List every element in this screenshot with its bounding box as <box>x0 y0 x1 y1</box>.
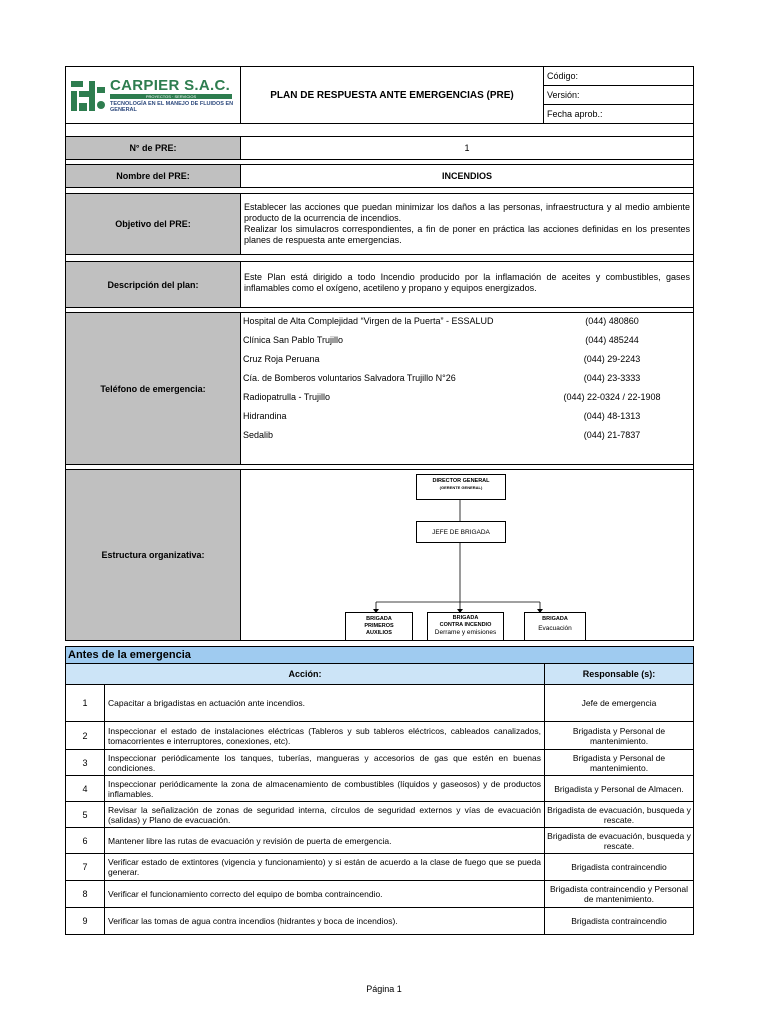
table-row-number <box>65 721 105 750</box>
row-accion-text: Inspeccionar periódicamente los tanques, tuberías, mangueras y accesorios de gas que estén en buenas condiciones. <box>108 752 541 773</box>
row-responsable-text: Brigadista de evacuación, busqueda y rescate. <box>547 830 691 851</box>
row-responsable-text: Brigadista contraincendio <box>571 862 667 872</box>
page-title-cell <box>240 66 544 124</box>
version-cell <box>543 85 694 105</box>
descripcion-text: Este Plan está dirigido a todo Incendio producido por la inflamación de aceites y combustibles, gases inflamables como el oxígeno, acetileno y propano y equipos energizados. <box>244 272 690 293</box>
table-row-number <box>65 749 105 776</box>
col-accion-label: Acción: <box>288 669 322 679</box>
telefono-name: Cía. de Bomberos voluntarios Salvadora Trujillo N°26 <box>243 373 456 383</box>
company-name: CARPIER S.A.C. <box>110 77 231 94</box>
page-title: PLAN DE RESPUESTA ANTE EMERGENCIAS (PRE) <box>270 89 514 101</box>
row-responsable-text: Brigadista contraincendio y Personal de mantenimiento. <box>550 884 688 904</box>
spacer-row <box>65 123 694 137</box>
num-pre-value: 1 <box>464 143 470 153</box>
table-row-number <box>65 853 105 881</box>
page-number: Página 1 <box>366 984 402 994</box>
telefono-row <box>243 354 677 366</box>
telefono-name: Radiopatrulla - Trujillo <box>243 392 331 402</box>
row-responsable-text: Brigadista y Personal de Almacen. <box>554 783 684 794</box>
row-responsable-text: Brigadista y Personal de mantenimiento. <box>572 752 666 773</box>
telefono-row <box>243 430 677 442</box>
row-number: 8 <box>82 889 88 899</box>
org-brigada-sub: PRIMEROS AUXILIOS <box>364 623 394 636</box>
nombre-value: INCENDIOS <box>441 171 492 181</box>
table-row-accion <box>104 749 545 776</box>
telefono-name: Sedalib <box>243 430 274 440</box>
org-director-title: DIRECTOR GENERAL <box>432 478 490 484</box>
num-pre-value-cell <box>240 136 694 160</box>
telefono-name: Hidrandina <box>243 411 287 421</box>
table-row-responsable <box>544 721 694 750</box>
org-director-sub: (GERENTE GENERAL) <box>439 485 483 490</box>
table-row-responsable <box>544 827 694 854</box>
org-brigada-evacuacion-box <box>524 612 586 641</box>
estructura-label-cell <box>65 469 241 641</box>
row-number: 3 <box>82 757 88 768</box>
telefono-name: Hospital de Alta Complejidad “Virgen de la Puerta” - ESSALUD <box>243 316 494 326</box>
col-accion-header <box>65 663 545 685</box>
telefono-number: (044) 23-3333 <box>583 373 641 383</box>
objetivo-label-cell <box>65 193 241 255</box>
table-row-number <box>65 801 105 828</box>
table-row-responsable <box>544 801 694 828</box>
telefono-number: (044) 22-0324 / 22-1908 <box>563 392 661 402</box>
table-row-responsable <box>544 853 694 881</box>
table-row-number <box>65 827 105 854</box>
row-accion-text: Inspeccionar periódicamente la zona de almacenamiento de combustibles (líquidos y gaseosos) y de productos inflamables. <box>108 778 541 799</box>
header-logo-cell <box>65 66 241 124</box>
table-row-number <box>65 907 105 935</box>
row-accion-text: Inspeccionar el estado de instalaciones eléctricas (Tableros y sub tableros eléctricos, cableados canalizados, tomacorrientes e interruptores, conexiones, etc). <box>108 725 541 746</box>
row-accion-text: Mantener libre las rutas de evacuación y revisión de puerta de emergencia. <box>108 835 392 846</box>
version-label: Versión: <box>547 90 580 100</box>
table-row-responsable <box>544 880 694 908</box>
table-row-responsable <box>544 749 694 776</box>
row-number: 5 <box>82 809 88 820</box>
table-row-accion <box>104 880 545 908</box>
num-pre-label: N° de PRE: <box>129 143 177 153</box>
org-brigada-title: BRIGADA <box>452 615 479 621</box>
descripcion-label-cell <box>65 261 241 308</box>
table-row-responsable <box>544 907 694 935</box>
org-brigada-primeros-box <box>345 612 413 641</box>
org-brigada-title: BRIGADA <box>542 616 568 622</box>
table-row-number <box>65 684 105 722</box>
row-responsable-text: Brigadista de evacuación, busqueda y rescate. <box>547 804 691 825</box>
row-responsable-text: Brigadista contraincendio <box>571 916 667 926</box>
row-number: 6 <box>82 835 88 846</box>
nombre-value-cell <box>240 164 694 188</box>
table-row-responsable <box>544 775 694 802</box>
antes-section-title: Antes de la emergencia <box>68 649 191 661</box>
telefono-row <box>243 411 677 423</box>
org-jefe-title: JEFE DE BRIGADA <box>432 528 490 536</box>
row-responsable-text: Brigadista y Personal de mantenimiento. <box>572 725 666 746</box>
telefono-name: Clínica San Pablo Trujillo <box>243 335 344 345</box>
row-accion-text: Verificar estado de extintores (vigencia y funcionamiento) y si están de acuerdo a la clase de fuego que se pueda generar. <box>108 857 541 877</box>
org-brigada-extra: Derrame y emisiones <box>434 629 497 636</box>
nombre-label: Nombre del PRE: <box>116 171 190 181</box>
descripcion-label: Descripción del plan: <box>107 279 199 290</box>
telefono-number: (044) 29-2243 <box>583 354 641 364</box>
org-brigada-title: BRIGADA <box>366 616 392 622</box>
telefono-label-cell <box>65 312 241 465</box>
telefono-row <box>243 373 677 385</box>
num-pre-label-cell <box>65 136 241 160</box>
col-responsable-label: Responsable (s): <box>582 669 656 679</box>
telefono-number: (044) 48-1313 <box>583 411 641 421</box>
telefono-number: (044) 480860 <box>585 316 639 326</box>
row-accion-text: Verificar las tomas de agua contra incendios (hidrantes y boca de incendios). <box>108 916 398 926</box>
table-row-accion <box>104 907 545 935</box>
objetivo-text-1: Establecer las acciones que puedan minimizar los daños a las personas, infraestructura y al medio ambiente producto de la ocurrencia de incendios. <box>244 202 690 223</box>
row-number: 1 <box>82 698 88 708</box>
telefono-row <box>243 392 677 404</box>
fecha-label: Fecha aprob.: <box>547 109 603 119</box>
descripcion-value-cell <box>240 261 694 308</box>
col-responsable-header <box>544 663 694 685</box>
nombre-label-cell <box>65 164 241 188</box>
estructura-label: Estructura organizativa: <box>101 550 205 560</box>
objetivo-value-cell <box>240 193 694 255</box>
objetivo-text-2: Realizar los simulacros correspondientes, a fin de poner en práctica las acciones definidas en los presentes planes de respuesta ante emergencias. <box>244 224 690 245</box>
table-row-accion <box>104 827 545 854</box>
company-tagline: TECNOLOGÍA EN EL MANEJO DE FLUIDOS EN GENERAL <box>110 101 234 113</box>
telefono-row <box>243 335 677 347</box>
row-accion-text: Verificar el funcionamiento correcto del equipo de bomba contraincendio. <box>108 889 383 899</box>
table-row-accion <box>104 801 545 828</box>
row-number: 7 <box>82 862 88 872</box>
org-director-box <box>416 474 506 500</box>
telefono-number: (044) 485244 <box>585 335 639 345</box>
row-number: 2 <box>82 730 88 741</box>
table-row-number <box>65 775 105 802</box>
table-row-accion <box>104 684 545 722</box>
table-row-responsable <box>544 684 694 722</box>
row-accion-text: Revisar la señalización de zonas de seguridad interna, círculos de seguridad externos y vías de evacuación (salidas) y Plano de evacuación. <box>108 804 541 825</box>
table-row-accion <box>104 721 545 750</box>
row-accion-text: Capacitar a brigadistas en actuación ante incendios. <box>108 698 306 708</box>
fecha-cell <box>543 104 694 124</box>
telefono-number: (044) 21-7837 <box>583 430 641 440</box>
org-jefe-box <box>416 521 506 543</box>
codigo-cell <box>543 66 694 86</box>
table-row-accion <box>104 853 545 881</box>
row-number: 9 <box>82 916 88 926</box>
telefono-label: Teléfono de emergencia: <box>100 383 206 394</box>
table-row-number <box>65 880 105 908</box>
company-logo-icon <box>69 77 107 115</box>
antes-section-header <box>65 646 694 664</box>
objetivo-label: Objetivo del PRE: <box>115 219 191 229</box>
row-number: 4 <box>82 783 88 794</box>
org-brigada-contraincendio-box <box>427 612 504 641</box>
row-responsable-text: Jefe de emergencia <box>581 698 657 708</box>
table-row-accion <box>104 775 545 802</box>
org-brigada-extra: Evacuación <box>538 625 572 632</box>
org-brigada-sub: CONTRA INCENDIO <box>439 622 492 628</box>
telefono-name: Cruz Roja Peruana <box>243 354 320 364</box>
codigo-label: Código: <box>547 71 579 81</box>
telefono-row <box>243 316 677 328</box>
company-subtitle: PROYECTOS · SERVICIOS <box>110 94 232 99</box>
